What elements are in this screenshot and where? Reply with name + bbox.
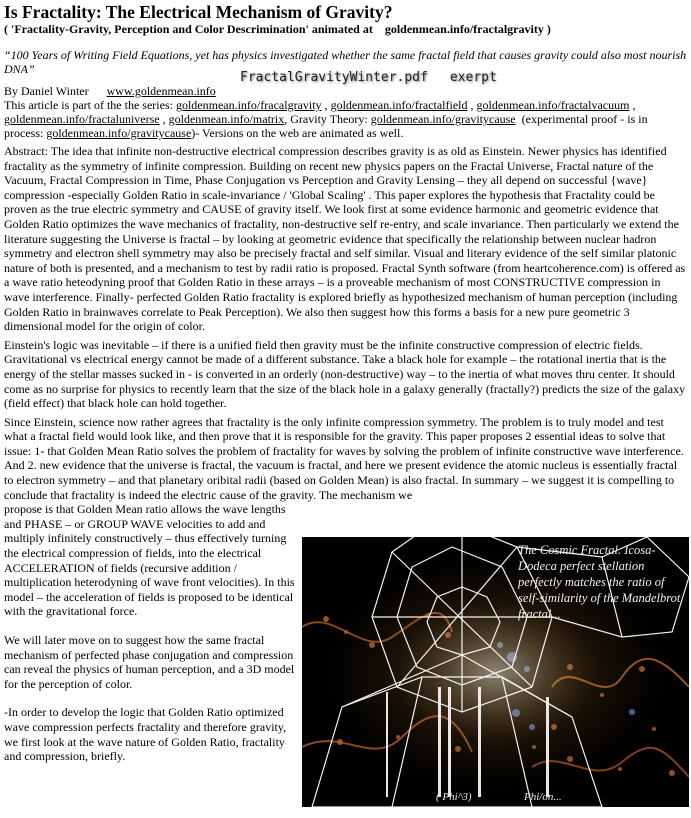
- author-name: By Daniel Winter: [4, 84, 89, 98]
- proof-link[interactable]: goldenmean.info/gravitycause: [46, 126, 192, 140]
- byline: [4, 84, 687, 98]
- propose-paragraph: propose is that Golden Mean ratio allows the wave lengths and PHASE – or GROUP WAVE velocities to add and multiply infinitely constructively – thus effectively turning the electrical compression of fields, into the electrical ACCELERATION of fields (recursive addition / multiplication heterodyning of wave front velocities). In this model – the acceleration of fields is proposed to be identical with the gravitational force.: [4, 502, 295, 619]
- figure-label-left: ( Phi^3): [436, 791, 472, 803]
- author-website-link[interactable]: www.goldenmean.info: [106, 84, 216, 98]
- gravity-theory-label: , Gravity Theory:: [284, 112, 368, 126]
- figure-label-right: Phi/on...: [524, 791, 562, 803]
- since-einstein-paragraph: Since Einstein, science now rather agrees that fractality is the only infinite compression symmetry. The problem is to truly model and test what a fractal field would look like, and then prove that it is responsible for the gravity. This paper proposes 2 essential ideas to solve that issue: 1- that Golden Mean Ratio solves the problem of fractality for waves by solving the problem of infinite constructive wave interference. And 2. new evidence that the universe is fractal, the vacuum is fractal, and here we present evidence the atomic nucleus is essentially fractal to electron symmetry – and that planetary oribital radii (based on Golden Mean) is also fractal. In summary – we suggest it is compelling to conclude that fractality is indeed the electric cause of the gravity. The mechanism we: [4, 414, 684, 502]
- series-link-fractalvacuum[interactable]: goldenmean.info/fractalvacuum: [476, 98, 630, 112]
- series-intro: This article is part of the the series:: [4, 98, 173, 112]
- pdf-excerpt-note: [240, 70, 497, 85]
- pdf-excerpt-label: exerpt: [449, 70, 497, 85]
- series-link-fractalfield[interactable]: goldenmean.info/fractalfield: [330, 98, 468, 112]
- epigraph-quote: “100 Years of Writing Field Equations, yet has physics investigated whether the same fractal field that causes gravity could also most nourish DNA”: [4, 48, 687, 76]
- perception-paragraph: We will later move on to suggest how the same fractal mechanism of perfected phase conjugation and compression can reveal the physics of human perception, and a 3D model for the perception of color.: [4, 633, 295, 691]
- figure-caption: The Cosmic Fractal. Icosa-Dodeca perfect stellation perfectly matches the ratio of self-similarity of the Mandelbrot fractal...: [518, 543, 681, 621]
- develop-paragraph: -In order to develop the logic that Golden Ratio optimized wave compression perfects fractality and therefore gravity, we first look at the wave nature of Golden Ratio, fractality and compression, briefly.: [4, 705, 287, 764]
- series-link-fractaluniverse[interactable]: goldenmean.info/fractaluniverse: [4, 112, 160, 126]
- abstract-paragraph: Abstract: The idea that infinite non-destructive electrical compression describes gravity is as old as Einstein. Newer physics has identified fractality as the symmetry of infinite compression. Building on recent new physics papers on the Fractal Universe, Fractal nature of the Vacuum, Fractal Compression in Time, Phase Conjugation vs Perception and Gravity Lensing – they all depend on successful {wave} compression -especially Golden Ratio in scale-invariance / 'Global Scaling' . This paper explores the hypothesis that Fractality could be proven as the true electric symmetry and CAUSE of gravity itself. We look first at some evidence harmonic and geometric evidence that Golden Ratio optimizes the wave mechanics of fractality, non-destructive self re-entry, and scale invariance. Then particularly we extend the literature suggesting the Universe is fractal – by looking at geometric evidence that specifically the relationship between nuclear hadron symmetry and electron shell symmetry may also be precisely fractal and self similar. Visual and literary evidence of the self similar platonic nature of both is presented, and a mechanism to test by radii ratio is proposed. Fractal Synth software (from heartcoherence.com) is offered as a wave ratio heteodyning proof that Golden Ratio in these arrays – is a proveable mechanism of most CONSTRUCTIVE compression in wave interference. Finally- perfected Golden Ratio fractality is explored briefly as hypothesized mechanism of human perception (including Golden Ratio in brainwaves correlate to Peak Perception). We also then suggest how this forms a basis for a new pure geometric 3 dimensional model for the origin of color.: [4, 144, 686, 334]
- left-column-text: [4, 502, 300, 764]
- subtitle-series: ( 'Fractality-Gravity, Perception and Color Descrimination' animated at: [4, 22, 373, 36]
- cosmic-fractal-figure: [302, 537, 689, 807]
- series-link-fracalgravity[interactable]: goldenmean.info/fracalgravity: [175, 98, 322, 112]
- subtitle-url: goldenmean.info/fractalgravity ): [384, 22, 551, 36]
- article-title: Is Fractality: The Electrical Mechanism of Gravity?: [4, 2, 393, 22]
- einstein-paragraph: Einstein's logic was inevitable – if there is a unified field then gravity must be the infinite constructive compression of electric fields. Gravitational vs electrical energy cannot be made of a different substance. Take a black hole for example – the rotational inertia that is the energy of the stellar masses sucked in - is converted in an orderly (non-destructive) way – to the inertia of what moves thru center. It should come as no surprise for physics to recently learn that the size of the black hole in a galaxy generally (fractally?) predicts the size of the galaxy (field effect) that black hole can hold together.: [4, 337, 686, 411]
- series-note: This article is part of the the series: goldenmean.info/fracalgravity , goldenmean.info/fractalfield , goldenmean.info/fractalvacuum , goldenmean.info/fractaluniverse , goldenmean.info/matrix, Gravity Theory: goldenmean.info/gravitycause (experimental proof - is in process: goldenmean.info/gravitycause)- Versions on the web are animated as well.: [4, 98, 648, 140]
- series-link-matrix[interactable]: goldenmean.info/matrix: [168, 112, 285, 126]
- series-outro: )- Versions on the web are animated as well.: [191, 126, 404, 140]
- gravity-theory-link[interactable]: goldenmean.info/gravitycause: [370, 112, 516, 126]
- pdf-filename: FractalGravityWinter.pdf: [240, 70, 428, 85]
- article-subtitle: [4, 22, 687, 37]
- proof-text: (experimental proof - is in process:: [4, 112, 648, 140]
